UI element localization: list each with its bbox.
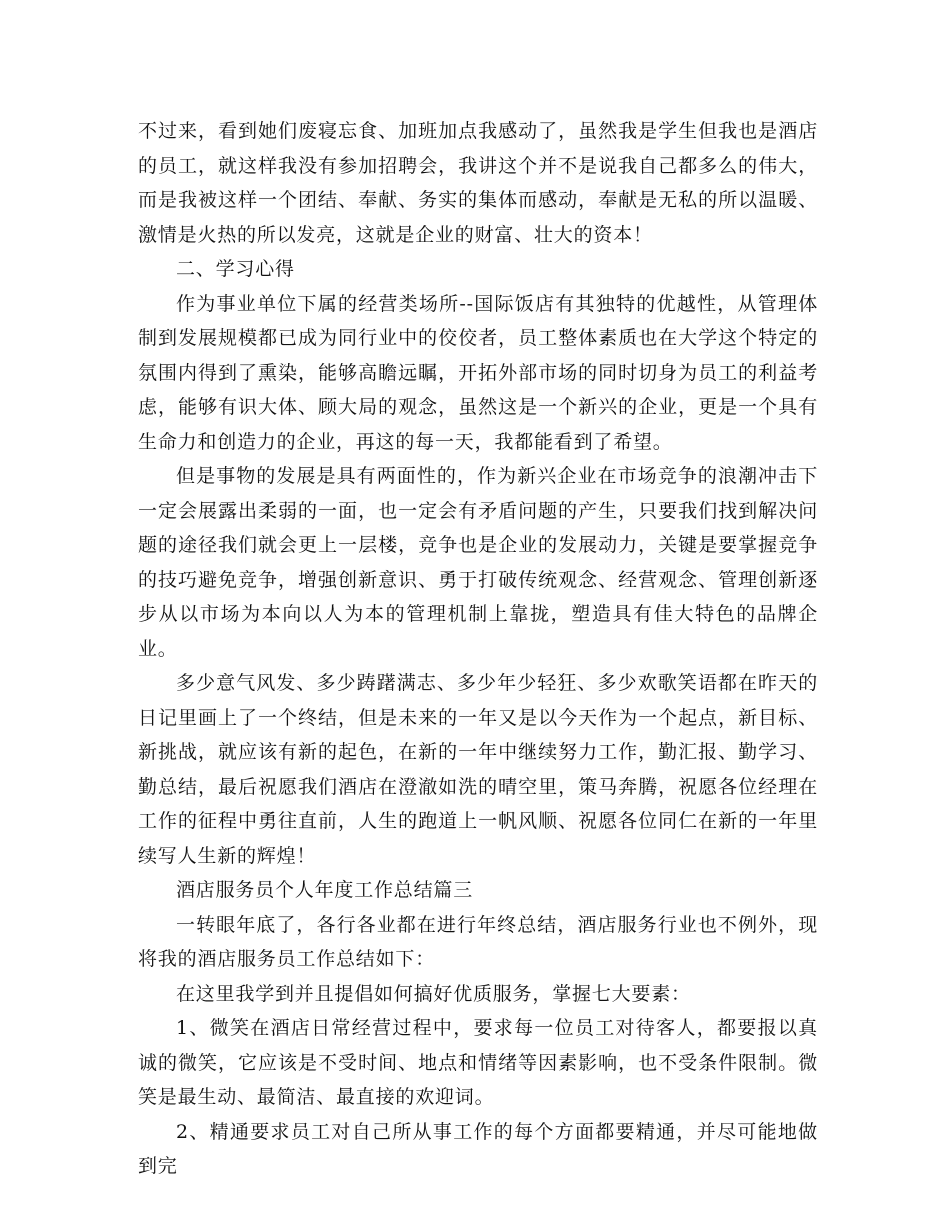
paragraph: 在这里我学到并且提倡如何搞好优质服务，掌握七大要素： [176, 982, 691, 1005]
document-body [138, 114, 818, 1184]
paragraph: 作为事业单位下属的经营类场所--国际饭店有其独特的优越性，从管理体制到发展规模都已成为同行业中的佼佼者，员工整体素质也在大学这个特定的氛围内得到了熏染，能够高瞻远瞩，开拓外部市场的同时切身为员工的利益考虑，能够有识大体、顾大局的观念，虽然这是一个新兴的企业，更是一个具有生命力和创造力的企业，再这的每一天，我都能看到了希望。 [138, 292, 818, 453]
paragraph: 一转眼年底了，各行各业都在进行年终总结，酒店服务行业也不例外，现将我的酒店服务员工作总结如下： [138, 913, 818, 970]
paragraph: 但是事物的发展是具有两面性的，作为新兴企业在市场竞争的浪潮冲击下一定会展露出柔弱的一面，也一定会有矛盾问题的产生，只要我们找到解决问题的途径我们就会更上一层楼，竞争也是企业的发展动力，关键是要掌握竞争的技巧避免竞争，增强创新意识、勇于打破传统观念、经营观念、管理创新逐步从以市场为本向以人为本的管理机制上靠拢，塑造具有佳大特色的品牌企业。 [138, 465, 818, 660]
list-item: 1、微笑在酒店日常经营过程中，要求每一位员工对待客人，都要报以真诚的微笑，它应该是不受时间、地点和情绪等因素影响，也不受条件限制。微笑是最生动、最简洁、最直接的欢迎词。 [138, 1017, 818, 1108]
paragraph: 多少意气风发、多少踌躇满志、多少年少轻狂、多少欢歌笑语都在昨天的日记里画上了一个终结，但是未来的一年又是以今天作为一个起点，新目标、新挑战，就应该有新的起色，在新的一年中继续努力工作，勤汇报、勤学习、勤总结，最后祝愿我们酒店在澄澈如洗的晴空里，策马奔腾，祝愿各位经理在工作的征程中勇往直前，人生的跑道上一帆风顺、祝愿各位同仁在新的一年里续写人生新的辉煌！ [138, 672, 818, 867]
paragraph-continuation: 不过来，看到她们废寝忘食、加班加点我感动了，虽然我是学生但我也是酒店的员工，就这样我没有参加招聘会，我讲这个并不是说我自己都多么的伟大，而是我被这样一个团结、奉献、务实的集体而感动，奉献是无私的所以温暖、激情是火热的所以发亮，这就是企业的财富、壮大的资本！ [138, 120, 818, 246]
section-heading-study: 二、学习心得 [176, 258, 295, 280]
list-item: 2、精通要求员工对自己所从事工作的每个方面都要精通，并尽可能地做到完 [138, 1120, 818, 1177]
section-heading-part-three: 酒店服务员个人年度工作总结篇三 [176, 879, 474, 901]
